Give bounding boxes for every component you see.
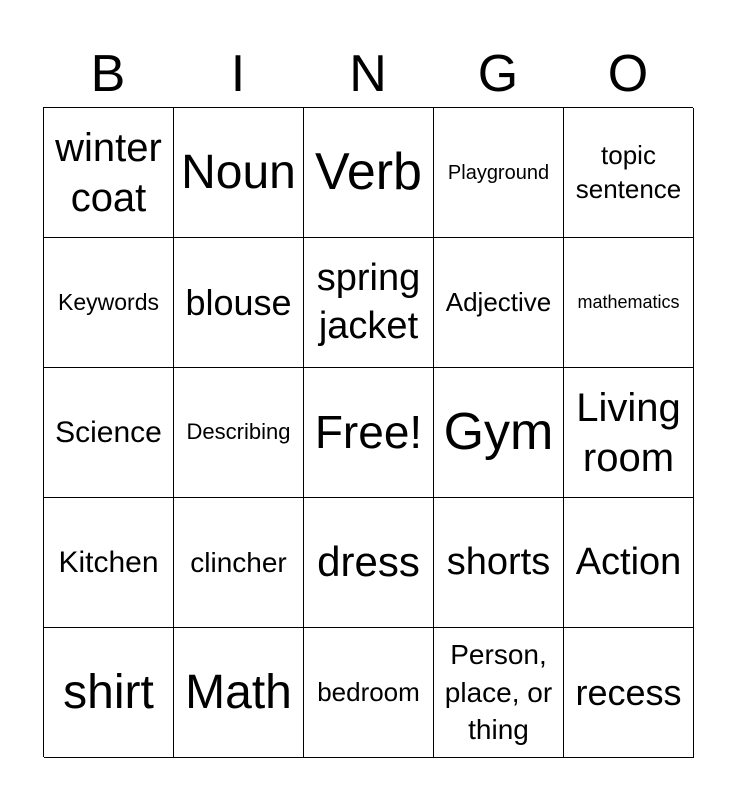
bingo-cell-text: Kitchen — [58, 545, 159, 579]
bingo-cell-text: Action — [575, 540, 682, 583]
bingo-cell-text: blouse — [185, 281, 292, 323]
bingo-cell[interactable] — [434, 628, 564, 758]
bingo-header — [43, 40, 693, 108]
bingo-cell-text: Living room — [576, 385, 681, 480]
bingo-cell[interactable] — [174, 368, 304, 498]
header-letter-n: N — [349, 45, 387, 103]
bingo-cell-text: Describing — [186, 419, 291, 445]
bingo-cell-text: recess — [575, 671, 682, 713]
bingo-cell[interactable] — [434, 108, 564, 238]
bingo-cell-text: dress — [317, 538, 420, 586]
bingo-cell-text: Keywords — [58, 288, 159, 315]
bingo-cell-text: Math — [185, 665, 292, 719]
bingo-cell[interactable] — [174, 238, 304, 368]
bingo-cell[interactable] — [564, 238, 694, 368]
bingo-cell[interactable] — [304, 108, 434, 238]
header-letter-g: G — [477, 45, 519, 103]
bingo-cell[interactable] — [304, 238, 434, 368]
bingo-cell-text: mathematics — [577, 291, 680, 312]
bingo-cell-text: Noun — [181, 145, 296, 199]
bingo-cell[interactable] — [304, 368, 434, 498]
header-letter-i: I — [230, 45, 246, 103]
bingo-cell[interactable] — [44, 498, 174, 628]
bingo-cell[interactable] — [44, 628, 174, 758]
bingo-cell-text: bedroom — [317, 676, 420, 707]
bingo-cell-text: topic sentence — [575, 139, 682, 204]
bingo-cell-text: Adjective — [445, 286, 552, 317]
bingo-cell[interactable] — [174, 108, 304, 238]
bingo-cell-text: clincher — [190, 546, 287, 578]
bingo-cell[interactable] — [304, 498, 434, 628]
bingo-cell[interactable] — [44, 238, 174, 368]
bingo-cell[interactable] — [44, 108, 174, 238]
bingo-cell-text: Science — [55, 415, 162, 449]
bingo-cell-text: Person, place, or thing — [444, 638, 553, 746]
bingo-cell[interactable] — [434, 368, 564, 498]
bingo-grid — [43, 107, 693, 757]
bingo-cell-text: Verb — [315, 143, 422, 202]
bingo-cell[interactable] — [174, 628, 304, 758]
bingo-cell-text: Gym — [443, 403, 554, 462]
bingo-cell[interactable] — [44, 368, 174, 498]
bingo-cell[interactable] — [564, 628, 694, 758]
bingo-cell[interactable] — [304, 628, 434, 758]
bingo-cell[interactable] — [434, 498, 564, 628]
bingo-cell[interactable] — [564, 108, 694, 238]
bingo-cell-text: shorts — [446, 540, 551, 583]
bingo-cell[interactable] — [564, 498, 694, 628]
header-letter-b: B — [90, 45, 126, 103]
bingo-cell-text: Free! — [314, 405, 423, 458]
bingo-cell-text: shirt — [63, 665, 154, 719]
bingo-cell-text: Playground — [447, 161, 550, 184]
header-letter-o: O — [607, 45, 649, 103]
bingo-cell-text: winter coat — [55, 125, 162, 220]
bingo-cell[interactable] — [174, 498, 304, 628]
bingo-cell[interactable] — [564, 368, 694, 498]
bingo-cell[interactable] — [434, 238, 564, 368]
bingo-cell-text: spring jacket — [316, 257, 421, 347]
